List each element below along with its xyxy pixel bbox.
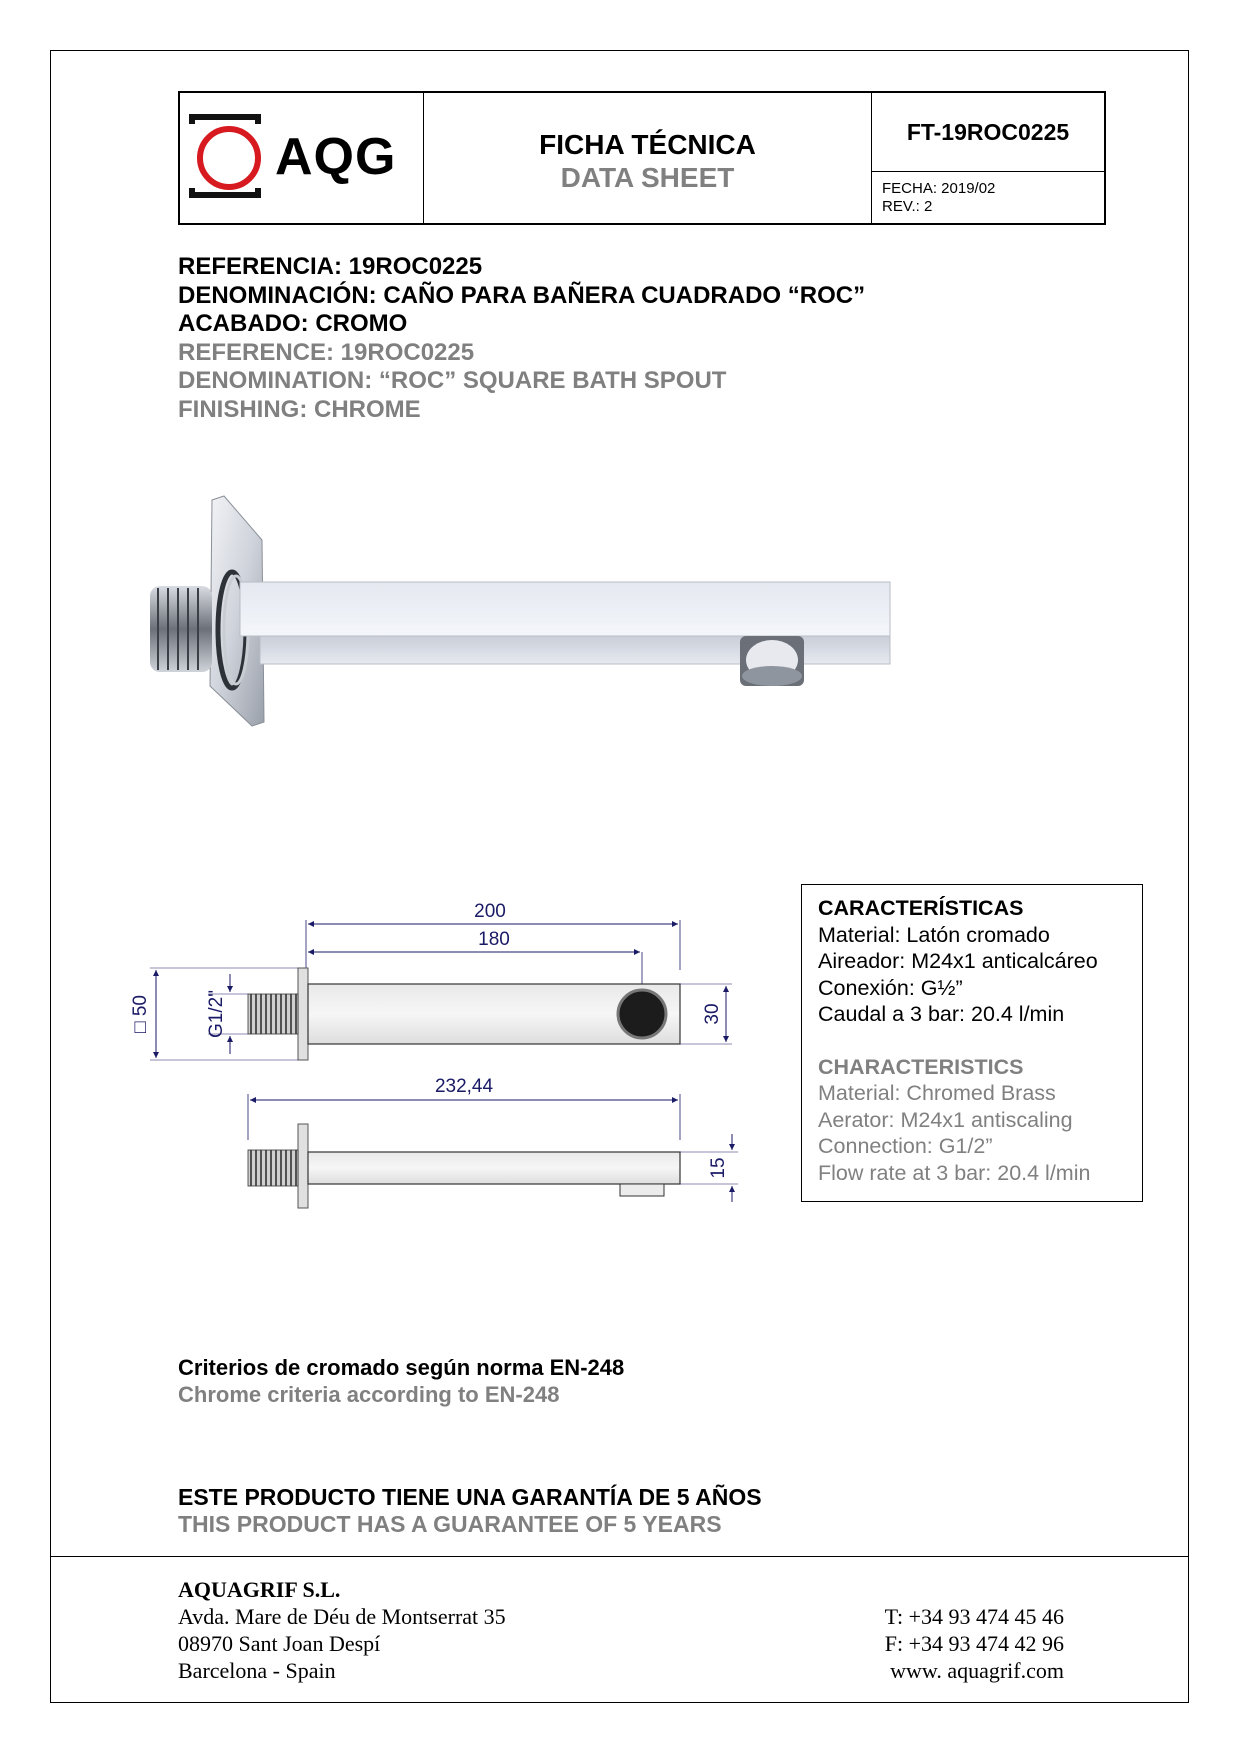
doc-meta [872, 172, 1104, 216]
characteristics-title-en: CHARACTERISTICS [818, 1054, 1024, 1079]
denomination-en: DENOMINATION: “ROC” SQUARE BATH SPOUT [178, 367, 727, 394]
reference-es: REFERENCIA: 19ROC0225 [178, 253, 483, 280]
company-name: AQUAGRIF S.L. [178, 1577, 341, 1602]
doc-code: FT-19ROC0225 [872, 93, 1104, 172]
dim-spout-height: 30 [702, 1003, 723, 1025]
finish-es: ACABADO: CROMO [178, 310, 408, 337]
logo-ring-icon [197, 126, 261, 190]
logo-bracket-top-icon [189, 114, 261, 124]
phone: T: +34 93 474 45 46 [884, 1604, 1064, 1629]
logo-text: AQG [275, 128, 397, 186]
title-en: DATA SHEET [560, 162, 735, 193]
product-reference-block [178, 253, 865, 424]
footer-address [178, 1576, 506, 1684]
technical-drawing [130, 890, 770, 1220]
guarantee-note [178, 1484, 762, 1538]
chrome-criteria-note [178, 1354, 624, 1408]
footer-contact [860, 1603, 1064, 1684]
denomination-es: DENOMINACIÓN: CAÑO PARA BAÑERA CUADRADO “ROC” [178, 281, 866, 309]
characteristic-en: Flow rate at 3 bar: 20.4 l/min [818, 1160, 1091, 1185]
address-line: Avda. Mare de Déu de Montserrat 35 [178, 1604, 506, 1629]
title-cell [424, 93, 872, 223]
dim-plate-square: □ 50 [130, 995, 151, 1033]
characteristic-en: Connection: G1/2” [818, 1134, 993, 1158]
characteristic-es: Aireador: M24x1 anticalcáreo [818, 949, 1098, 973]
header-table [178, 91, 1106, 225]
characteristic-en: Aerator: M24x1 antiscaling [818, 1107, 1073, 1132]
guarantee-es: ESTE PRODUCTO TIENE UNA GARANTÍA DE 5 AÑOS [178, 1484, 762, 1510]
doc-date: FECHA: 2019/02 [882, 180, 996, 197]
title-es: FICHA TÉCNICA [539, 129, 756, 160]
characteristic-es: Caudal a 3 bar: 20.4 l/min [818, 1002, 1065, 1026]
dim-total-length: 232,44 [434, 1076, 494, 1097]
logo-bracket-bottom-icon [189, 188, 261, 198]
fax: F: +34 93 474 42 96 [884, 1631, 1064, 1656]
dim-overall-length: 200 [474, 901, 506, 922]
chrome-criteria-en: Chrome criteria according to EN-248 [178, 1382, 560, 1407]
characteristic-es: Conexión: G½” [818, 975, 963, 1000]
guarantee-en: THIS PRODUCT HAS A GUARANTEE OF 5 YEARS [178, 1511, 722, 1537]
reference-en: REFERENCE: 19ROC0225 [178, 338, 475, 366]
characteristic-en: Material: Chromed Brass [818, 1081, 1056, 1105]
characteristics-box [801, 884, 1143, 1202]
footer-divider [50, 1556, 1189, 1557]
spacer [818, 1028, 1142, 1054]
dim-outlet-height: 15 [708, 1157, 729, 1179]
address-line: 08970 Sant Joan Despí [178, 1631, 381, 1656]
address-line: Barcelona - Spain [178, 1658, 336, 1683]
chrome-criteria-es: Criterios de cromado según norma EN-248 [178, 1355, 625, 1380]
characteristic-es: Material: Latón cromado [818, 922, 1050, 947]
logo-cell [180, 93, 424, 223]
product-photo [140, 490, 900, 740]
characteristics-title-es: CARACTERÍSTICAS [818, 896, 1024, 920]
reference-cell [872, 93, 1104, 223]
dim-thread: G1/2" [206, 990, 227, 1038]
doc-revision: REV.: 2 [882, 198, 933, 215]
dim-outlet-distance: 180 [478, 929, 510, 950]
finish-en: FINISHING: CHROME [178, 395, 421, 423]
website-link[interactable]: www. aquagrif.com [890, 1658, 1064, 1683]
